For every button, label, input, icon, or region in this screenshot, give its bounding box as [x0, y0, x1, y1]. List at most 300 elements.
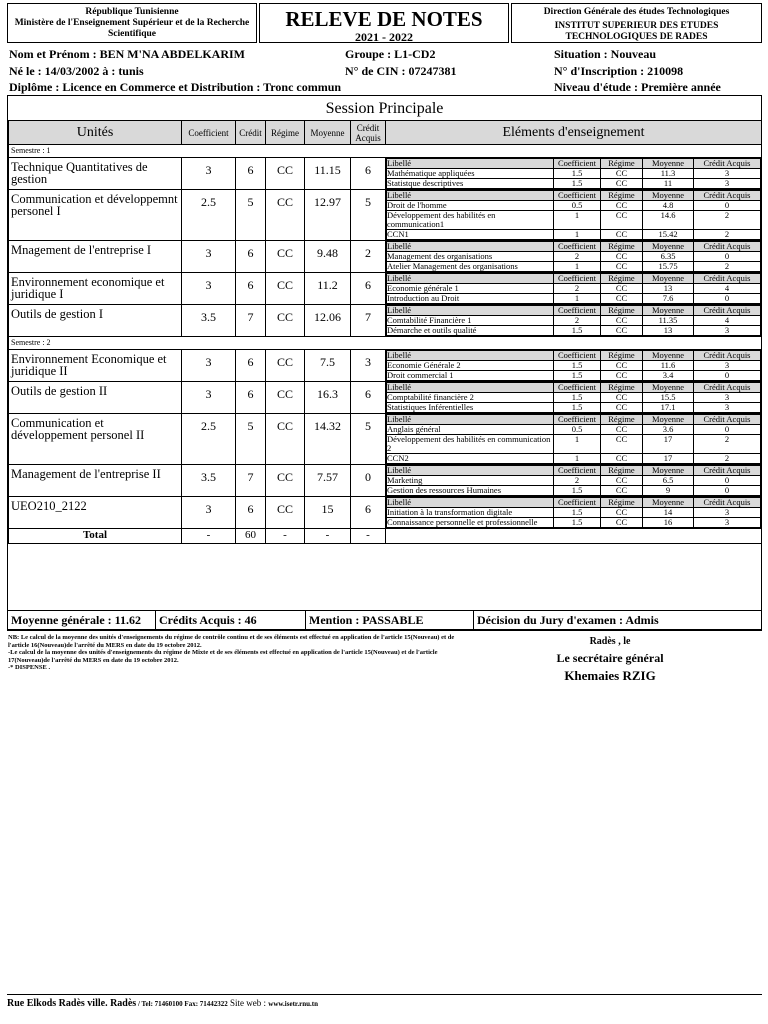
unit-credit-acquis: 6: [351, 273, 386, 305]
element-credit-acquis: 2: [694, 230, 761, 240]
element-regime: CC: [601, 316, 643, 326]
elements-header-cell: Coefficient: [554, 191, 601, 201]
student-group: Groupe : L1-CD2: [345, 47, 436, 61]
unit-row: [9, 158, 762, 190]
unit-coefficient: 3: [182, 158, 236, 190]
element-moyenne: 15.42: [643, 230, 694, 240]
element-coefficient: 0.5: [554, 425, 601, 435]
element-label: Atelier Management des organisations: [387, 262, 554, 272]
mention: Mention : PASSABLE: [306, 611, 474, 629]
element-credit-acquis: 3: [694, 508, 761, 518]
note-3: -* DISPENSE .: [8, 664, 51, 671]
elements-header-cell: Crédit Acquis: [694, 191, 761, 201]
unit-moyenne: 14.32: [305, 414, 351, 465]
ministry-label: Ministère de l'Enseignement Supérieur et de la Recherche Scientifique: [14, 18, 250, 39]
element-moyenne: 6.35: [643, 252, 694, 262]
element-moyenne: 13: [643, 284, 694, 294]
element-regime: CC: [601, 201, 643, 211]
element-moyenne: 7.6: [643, 294, 694, 304]
element-moyenne: 3.4: [643, 371, 694, 381]
unit-moyenne: 12.97: [305, 190, 351, 241]
col-credit-acquis: Crédit Acquis: [351, 121, 386, 145]
element-label: Développement des habilités en communication 2: [387, 435, 554, 454]
unit-credit: 7: [236, 305, 266, 337]
element-row: [387, 508, 761, 518]
element-moyenne: 11.6: [643, 361, 694, 371]
element-coefficient: 1: [554, 435, 601, 454]
moyenne-generale: Moyenne générale : 11.62: [8, 611, 156, 629]
elements-header-cell: Coefficient: [554, 383, 601, 393]
semester-label: Semestre : 2: [9, 337, 762, 350]
elements-header-cell: Coefficient: [554, 498, 601, 508]
footer-site: www.isetr.rnu.tn: [268, 1000, 318, 1008]
element-label: Statistque descriptives: [387, 179, 554, 189]
element-regime: CC: [601, 252, 643, 262]
semester-row: [9, 337, 762, 350]
elements-header-cell: Crédit Acquis: [694, 351, 761, 361]
elements-cell: [386, 241, 762, 273]
element-coefficient: 1.5: [554, 518, 601, 528]
element-credit-acquis: 4: [694, 316, 761, 326]
unit-coefficient: 3: [182, 497, 236, 529]
elements-header-cell: Régime: [601, 242, 643, 252]
element-coefficient: 1.5: [554, 393, 601, 403]
unit-credit: 6: [236, 350, 266, 382]
unit-regime: CC: [266, 382, 305, 414]
element-regime: CC: [601, 518, 643, 528]
element-regime: CC: [601, 262, 643, 272]
element-regime: CC: [601, 230, 643, 240]
element-label: Droit de l'homme: [387, 201, 554, 211]
grades-table: [8, 120, 762, 544]
unit-credit-acquis: 5: [351, 190, 386, 241]
unit-coefficient: 3.5: [182, 465, 236, 497]
element-regime: CC: [601, 361, 643, 371]
element-credit-acquis: 0: [694, 486, 761, 496]
grades-body: [9, 145, 762, 544]
element-coefficient: 1.5: [554, 486, 601, 496]
element-label: Gestion des ressources Humaines: [387, 486, 554, 496]
element-coefficient: 1: [554, 454, 601, 464]
note-1: NB: Le calcul de la moyenne des unités d'enseignements du régime de contrôle continu et de ses éléments est effectué en application de l'article 15(Nouveau) et de l'article 16(Nouveau)de l'arrêté du MERS en date du 19 octobre 2012.: [8, 634, 455, 649]
element-moyenne: 11.3: [643, 169, 694, 179]
elements-header-cell: Libellé: [387, 191, 554, 201]
unit-name: UEO210_2122: [9, 497, 182, 529]
footer: [7, 994, 762, 1009]
elements-header-cell: Coefficient: [554, 242, 601, 252]
col-regime: Régime: [266, 121, 305, 145]
elements-header-cell: Libellé: [387, 159, 554, 169]
element-row: [387, 211, 761, 230]
elements-header-row: [387, 498, 761, 508]
element-coefficient: 1.5: [554, 371, 601, 381]
element-moyenne: 14: [643, 508, 694, 518]
element-regime: CC: [601, 211, 643, 230]
republic-label: République Tunisienne: [85, 7, 179, 17]
unit-credit: 6: [236, 497, 266, 529]
unit-name: Mnagement de l'entreprise I: [9, 241, 182, 273]
elements-header-cell: Moyenne: [643, 383, 694, 393]
element-coefficient: 2: [554, 316, 601, 326]
elements-header-cell: Crédit Acquis: [694, 383, 761, 393]
element-row: [387, 425, 761, 435]
element-coefficient: 2: [554, 476, 601, 486]
element-coefficient: 1.5: [554, 169, 601, 179]
elements-header-cell: Libellé: [387, 466, 554, 476]
unit-regime: CC: [266, 350, 305, 382]
elements-header-cell: Crédit Acquis: [694, 306, 761, 316]
direction-label: Direction Générale des études Technologiques: [543, 7, 730, 17]
elements-header-cell: Libellé: [387, 242, 554, 252]
element-moyenne: 17: [643, 435, 694, 454]
elements-header-cell: Moyenne: [643, 159, 694, 169]
elements-table: [386, 382, 761, 413]
unit-credit-acquis: 6: [351, 497, 386, 529]
unit-moyenne: 12.06: [305, 305, 351, 337]
element-label: Marketing: [387, 476, 554, 486]
elements-header-cell: Régime: [601, 191, 643, 201]
element-moyenne: 17: [643, 454, 694, 464]
unit-credit-acquis: 7: [351, 305, 386, 337]
element-moyenne: 3.6: [643, 425, 694, 435]
unit-credit-acquis: 5: [351, 414, 386, 465]
elements-table: [386, 414, 761, 464]
jury-decision: Décision du Jury d'examen : Admis: [477, 613, 659, 627]
element-credit-acquis: 3: [694, 393, 761, 403]
elements-header-cell: Moyenne: [643, 498, 694, 508]
student-situation: Situation : Nouveau: [554, 47, 657, 61]
element-credit-acquis: 3: [694, 169, 761, 179]
total-row: [9, 529, 762, 544]
elements-header-row: [387, 306, 761, 316]
elements-header-cell: Coefficient: [554, 351, 601, 361]
element-row: [387, 284, 761, 294]
element-row: [387, 252, 761, 262]
element-credit-acquis: 0: [694, 294, 761, 304]
elements-header-row: [387, 191, 761, 201]
elements-header-cell: Moyenne: [643, 306, 694, 316]
elements-cell: [386, 465, 762, 497]
elements-table: [386, 465, 761, 496]
elements-table: [386, 241, 761, 272]
total-credit: 60: [236, 529, 266, 544]
unit-coefficient: 3.5: [182, 305, 236, 337]
elements-header-cell: Coefficient: [554, 466, 601, 476]
element-moyenne: 9: [643, 486, 694, 496]
unit-credit-acquis: 0: [351, 465, 386, 497]
elements-header-cell: Libellé: [387, 383, 554, 393]
elements-table: [386, 190, 761, 240]
element-credit-acquis: 0: [694, 371, 761, 381]
unit-credit: 6: [236, 241, 266, 273]
col-credit: Crédit: [236, 121, 266, 145]
elements-cell: [386, 414, 762, 465]
element-label: Droit commercial 1: [387, 371, 554, 381]
unit-regime: CC: [266, 414, 305, 465]
element-row: [387, 518, 761, 528]
element-regime: CC: [601, 371, 643, 381]
unit-credit-acquis: 2: [351, 241, 386, 273]
unit-credit: 5: [236, 414, 266, 465]
student-name: Nom et Prénom : BEN M'NA ABDELKARIM: [9, 47, 245, 61]
element-credit-acquis: 3: [694, 326, 761, 336]
elements-header-cell: Moyenne: [643, 242, 694, 252]
elements-cell: [386, 158, 762, 190]
total-label: Total: [9, 529, 182, 544]
element-label: Statistiques Inférentielles: [387, 403, 554, 413]
elements-cell: [386, 382, 762, 414]
elements-header-row: [387, 466, 761, 476]
unit-regime: CC: [266, 305, 305, 337]
unit-name: Outils de gestion II: [9, 382, 182, 414]
element-label: CCN2: [387, 454, 554, 464]
note-2: -Le calcul de la moyenne des unités d'enseignements du régime de Mixte et de ses éléments est effectué en application de l'article 15(Nouveau) et de l'article 17(Nouveau)de l'arrêté du MERS en date du 19 octobre 2012.: [8, 649, 438, 664]
total-coefficient: -: [182, 529, 236, 544]
elements-header-cell: Coefficient: [554, 306, 601, 316]
elements-header-cell: Libellé: [387, 351, 554, 361]
elements-cell: [386, 350, 762, 382]
element-credit-acquis: 3: [694, 403, 761, 413]
elements-table: [386, 497, 761, 528]
elements-header-cell: Régime: [601, 159, 643, 169]
elements-cell: [386, 305, 762, 337]
element-label: Développement des habilités en communication1: [387, 211, 554, 230]
semester-label: Semestre : 1: [9, 145, 762, 158]
unit-row: [9, 350, 762, 382]
element-coefficient: 1: [554, 262, 601, 272]
unit-moyenne: 16.3: [305, 382, 351, 414]
total-regime: -: [266, 529, 305, 544]
element-label: Initiation à la transformation digitale: [387, 508, 554, 518]
unit-row: [9, 382, 762, 414]
footer-site-label: Site web :: [227, 998, 269, 1008]
unit-coefficient: 3: [182, 241, 236, 273]
element-moyenne: 14.6: [643, 211, 694, 230]
elements-header-cell: Libellé: [387, 306, 554, 316]
element-credit-acquis: 0: [694, 476, 761, 486]
credits-acquis: Crédits Acquis : 46: [156, 611, 306, 629]
elements-header-cell: Moyenne: [643, 351, 694, 361]
unit-name: Technique Quantitatives de gestion: [9, 158, 182, 190]
unit-regime: CC: [266, 497, 305, 529]
unit-moyenne: 11.15: [305, 158, 351, 190]
element-moyenne: 6.5: [643, 476, 694, 486]
element-label: Connaissance personnelle et professionnelle: [387, 518, 554, 528]
element-regime: CC: [601, 294, 643, 304]
unit-regime: CC: [266, 273, 305, 305]
unit-credit: 5: [236, 190, 266, 241]
footer-address: Rue Elkods Radès ville. Radès: [7, 998, 137, 1009]
element-row: [387, 371, 761, 381]
unit-credit: 7: [236, 465, 266, 497]
element-regime: CC: [601, 486, 643, 496]
element-row: [387, 179, 761, 189]
element-row: [387, 486, 761, 496]
element-regime: CC: [601, 403, 643, 413]
unit-credit-acquis: 6: [351, 382, 386, 414]
element-row: [387, 476, 761, 486]
elements-header-cell: Régime: [601, 306, 643, 316]
unit-coefficient: 2.5: [182, 190, 236, 241]
element-row: [387, 326, 761, 336]
elements-cell: [386, 273, 762, 305]
unit-regime: CC: [266, 465, 305, 497]
elements-header-cell: Crédit Acquis: [694, 242, 761, 252]
session-title: Session Principale: [8, 96, 761, 121]
unit-moyenne: 11.2: [305, 273, 351, 305]
unit-moyenne: 15: [305, 497, 351, 529]
unit-credit: 6: [236, 158, 266, 190]
element-regime: CC: [601, 508, 643, 518]
elements-header-cell: Coefficient: [554, 415, 601, 425]
element-regime: CC: [601, 179, 643, 189]
unit-row: [9, 465, 762, 497]
total-moyenne: -: [305, 529, 351, 544]
element-row: [387, 435, 761, 454]
element-moyenne: 16: [643, 518, 694, 528]
unit-regime: CC: [266, 158, 305, 190]
elements-header-cell: Crédit Acquis: [694, 159, 761, 169]
unit-name: Communication et développement personel II: [9, 414, 182, 465]
element-row: [387, 393, 761, 403]
elements-header-cell: Régime: [601, 415, 643, 425]
element-moyenne: 15.75: [643, 262, 694, 272]
elements-table: [386, 273, 761, 304]
element-label: Mathématique appliquées: [387, 169, 554, 179]
element-credit-acquis: 2: [694, 262, 761, 272]
element-moyenne: 11: [643, 179, 694, 189]
elements-table: [386, 350, 761, 381]
element-label: Comtabilité Financière 1: [387, 316, 554, 326]
element-coefficient: 1: [554, 230, 601, 240]
element-moyenne: 11.35: [643, 316, 694, 326]
elements-header-cell: Régime: [601, 351, 643, 361]
student-cin: N° de CIN : 07247381: [345, 64, 457, 78]
element-label: Démarche et outils qualité: [387, 326, 554, 336]
student-inscription: N° d'Inscription : 210098: [554, 64, 684, 78]
element-row: [387, 403, 761, 413]
element-credit-acquis: 2: [694, 435, 761, 454]
unit-coefficient: 2.5: [182, 414, 236, 465]
unit-name: Environnement Economique et juridique II: [9, 350, 182, 382]
legal-notes: [8, 634, 468, 672]
elements-header-cell: Libellé: [387, 415, 554, 425]
unit-name: Outils de gestion I: [9, 305, 182, 337]
unit-row: [9, 273, 762, 305]
unit-row: [9, 241, 762, 273]
unit-moyenne: 9.48: [305, 241, 351, 273]
elements-header-cell: Coefficient: [554, 274, 601, 284]
unit-row: [9, 414, 762, 465]
total-credit-acquis: -: [351, 529, 386, 544]
elements-header-cell: Libellé: [387, 498, 554, 508]
element-regime: CC: [601, 454, 643, 464]
elements-header-cell: Crédit Acquis: [694, 274, 761, 284]
elements-header-cell: Moyenne: [643, 466, 694, 476]
element-row: [387, 169, 761, 179]
elements-header-cell: Moyenne: [643, 415, 694, 425]
student-birth: Né le : 14/03/2002 à : tunis: [9, 64, 144, 78]
element-label: Economie Générale 2: [387, 361, 554, 371]
unit-credit-acquis: 6: [351, 158, 386, 190]
element-credit-acquis: 3: [694, 361, 761, 371]
unit-moyenne: 7.57: [305, 465, 351, 497]
element-credit-acquis: 2: [694, 454, 761, 464]
element-label: CCN1: [387, 230, 554, 240]
elements-header-row: [387, 274, 761, 284]
element-credit-acquis: 3: [694, 518, 761, 528]
header-left-box: [7, 3, 257, 43]
element-coefficient: 2: [554, 284, 601, 294]
element-regime: CC: [601, 435, 643, 454]
unit-coefficient: 3: [182, 382, 236, 414]
element-coefficient: 1.5: [554, 326, 601, 336]
element-coefficient: 1.5: [554, 403, 601, 413]
semester-row: [9, 145, 762, 158]
element-moyenne: 4.8: [643, 201, 694, 211]
unit-name: Environnement economique et juridique I: [9, 273, 182, 305]
element-row: [387, 294, 761, 304]
elements-header-cell: Régime: [601, 466, 643, 476]
elements-header-row: [387, 415, 761, 425]
elements-header-row: [387, 159, 761, 169]
element-coefficient: 2: [554, 252, 601, 262]
unit-coefficient: 3: [182, 273, 236, 305]
elements-header-row: [387, 242, 761, 252]
element-credit-acquis: 2: [694, 211, 761, 230]
element-moyenne: 15.5: [643, 393, 694, 403]
unit-name: Communication et développemnt personel I: [9, 190, 182, 241]
col-coefficient: Coefficient: [182, 121, 236, 145]
footer-contact: / Tel: 71460100 Fax: 71442322: [136, 1000, 228, 1008]
unit-row: [9, 305, 762, 337]
element-coefficient: 0.5: [554, 201, 601, 211]
element-label: Introduction au Droit: [387, 294, 554, 304]
student-niveau: Niveau d'étude : Première année: [554, 80, 721, 94]
element-label: Anglais général: [387, 425, 554, 435]
col-unites: Unités: [9, 121, 182, 145]
elements-header-cell: Moyenne: [643, 191, 694, 201]
element-regime: CC: [601, 326, 643, 336]
elements-header-cell: Crédit Acquis: [694, 415, 761, 425]
elements-header-cell: Régime: [601, 383, 643, 393]
col-elements: Eléments d'enseignement: [386, 121, 762, 145]
header-title-box: [259, 3, 509, 43]
element-credit-acquis: 3: [694, 179, 761, 189]
elements-header-cell: Crédit Acquis: [694, 466, 761, 476]
element-row: [387, 361, 761, 371]
grades-panel: [7, 95, 762, 631]
element-moyenne: 17.1: [643, 403, 694, 413]
summary-bar: [7, 610, 762, 630]
element-label: Comptabilité financière 2: [387, 393, 554, 403]
elements-header-row: [387, 351, 761, 361]
unit-credit: 6: [236, 273, 266, 305]
unit-credit-acquis: 3: [351, 350, 386, 382]
header-right-box: [511, 3, 762, 43]
elements-header-cell: Régime: [601, 274, 643, 284]
elements-header-cell: Coefficient: [554, 159, 601, 169]
element-row: [387, 230, 761, 240]
element-moyenne: 13: [643, 326, 694, 336]
unit-coefficient: 3: [182, 350, 236, 382]
element-row: [387, 201, 761, 211]
element-credit-acquis: 4: [694, 284, 761, 294]
element-regime: CC: [601, 284, 643, 294]
element-regime: CC: [601, 393, 643, 403]
unit-row: [9, 190, 762, 241]
elements-header-cell: Moyenne: [643, 274, 694, 284]
